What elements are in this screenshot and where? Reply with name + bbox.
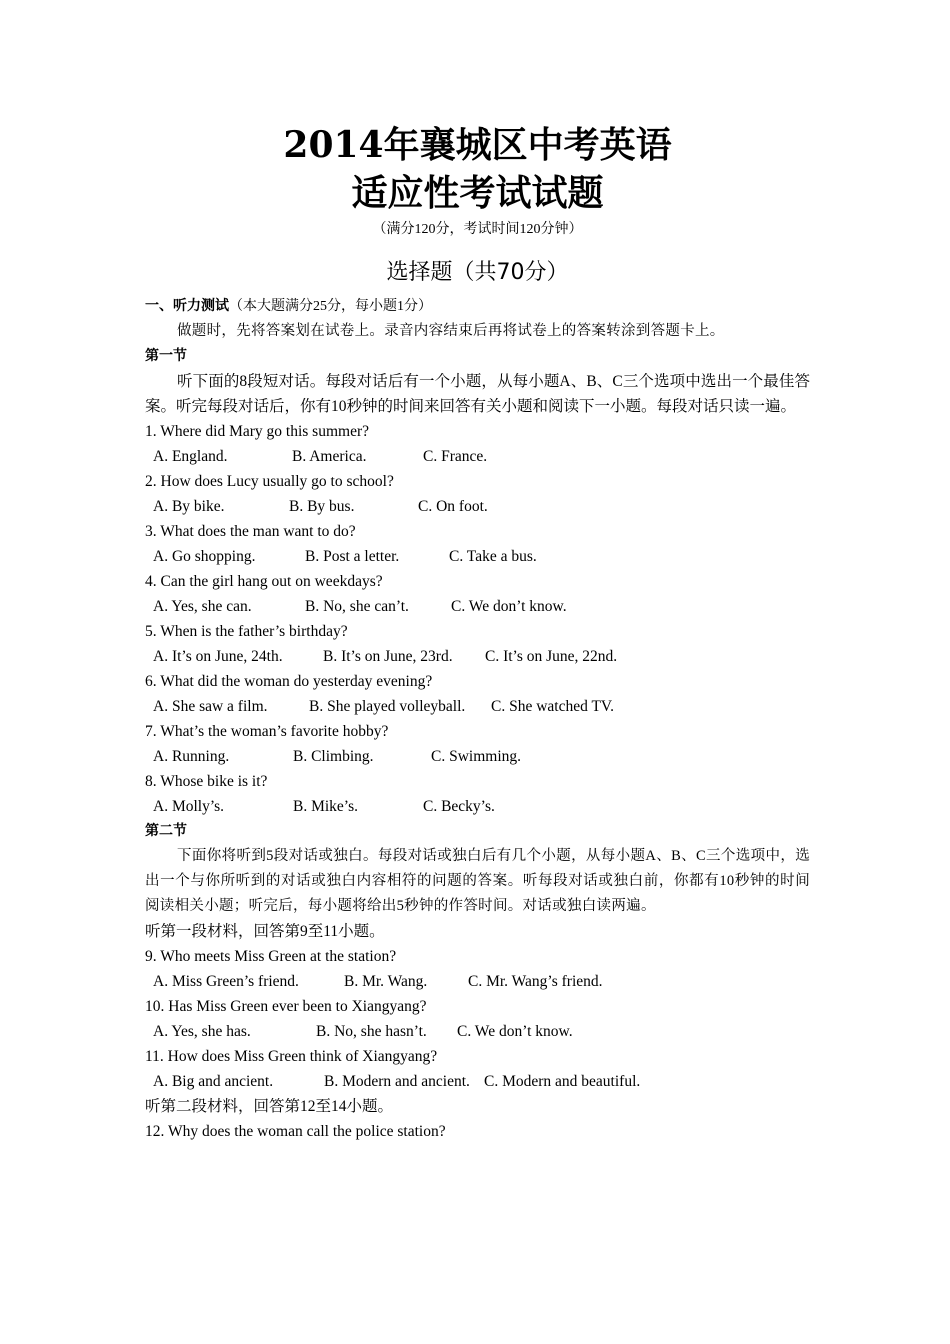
option-a: A. Go shopping. bbox=[153, 548, 256, 565]
question-text: 8. Whose bike is it? bbox=[145, 773, 268, 790]
question-options bbox=[145, 1019, 810, 1044]
question-options bbox=[145, 969, 810, 994]
exam-title-line2: 适应性考试试题 bbox=[351, 172, 604, 214]
option-c: C. Take a bus. bbox=[449, 548, 537, 565]
question-item bbox=[145, 669, 810, 719]
option-c: C. Swimming. bbox=[431, 748, 522, 765]
question-options bbox=[145, 744, 810, 769]
option-b: B. She played volleyball. bbox=[309, 698, 466, 715]
exam-page bbox=[145, 122, 810, 1144]
section1-label: 第一节 bbox=[145, 348, 187, 364]
question-item bbox=[145, 769, 810, 819]
option-b: B. Mr. Wang. bbox=[344, 973, 428, 990]
question-text: 6. What did the woman do yesterday evening? bbox=[145, 673, 433, 690]
section2-instruction: 下面你将听到5段对话或独白。每段对话或独白后有几个小题，从每小题A、B、C三个选项中，选出一个与你所听到的对话或独白内容相符的问题的答案。听每段对话或独白前，你都有10秒钟的时间阅读相关小题；听完后，每小题将给出5秒钟的作答时间。对话或独白读两遍。 bbox=[145, 848, 810, 914]
material2-note: 听第二段材料，回答第12至14小题。 bbox=[145, 1098, 394, 1115]
option-c: C. Becky’s. bbox=[423, 798, 495, 815]
option-c: C. It’s on June, 22nd. bbox=[485, 648, 618, 665]
question-options bbox=[145, 1069, 810, 1094]
option-a: A. Big and ancient. bbox=[153, 1073, 274, 1090]
option-b: B. Post a letter. bbox=[305, 548, 400, 565]
section1-instruction: 听下面的8段短对话。每段对话后有一个小题，从每小题A、B、C三个选项中选出一个最佳答案。听完每段对话后，你有10秒钟的时间来回答有关小题和阅读下一小题。每段对话只读一遍。 bbox=[145, 373, 810, 415]
option-a: A. She saw a film. bbox=[153, 698, 268, 715]
question-item bbox=[145, 569, 810, 619]
option-c: C. France. bbox=[423, 448, 488, 465]
option-a: A. It’s on June, 24th. bbox=[153, 648, 283, 665]
option-b: B. Modern and ancient. bbox=[324, 1073, 470, 1090]
question-text: 2. How does Lucy usually go to school? bbox=[145, 473, 394, 490]
question-options bbox=[145, 594, 810, 619]
option-c: C. Mr. Wang’s friend. bbox=[468, 973, 603, 990]
question-text: 10. Has Miss Green ever been to Xiangyang? bbox=[145, 998, 427, 1015]
option-a: A. Yes, she has. bbox=[153, 1023, 251, 1040]
question-text: 11. How does Miss Green think of Xiangyang? bbox=[145, 1048, 438, 1065]
question-item bbox=[145, 994, 810, 1044]
option-b: B. No, she can’t. bbox=[305, 598, 409, 615]
option-a: A. Molly’s. bbox=[153, 798, 225, 815]
part1-heading bbox=[145, 294, 810, 319]
question-item bbox=[145, 1044, 810, 1094]
question-text: 5. When is the father’s birthday? bbox=[145, 623, 348, 640]
part1-heading-text: 一、听力测试 bbox=[145, 298, 229, 314]
option-b: B. Climbing. bbox=[293, 748, 374, 765]
question-options bbox=[145, 544, 810, 569]
part1-note: （本大题满分25分，每小题1分） bbox=[229, 299, 432, 314]
question-item bbox=[145, 619, 810, 669]
question-options bbox=[145, 444, 810, 469]
option-a: A. By bike. bbox=[153, 498, 225, 515]
option-b: B. No, she hasn’t. bbox=[316, 1023, 427, 1040]
question-text: 1. Where did Mary go this summer? bbox=[145, 423, 369, 440]
option-c: C. We don’t know. bbox=[457, 1023, 573, 1040]
option-c: C. Modern and beautiful. bbox=[484, 1073, 641, 1090]
question-list-b bbox=[145, 944, 810, 1094]
question-item bbox=[145, 469, 810, 519]
option-c: C. We don’t know. bbox=[451, 598, 567, 615]
question-list-a bbox=[145, 419, 810, 819]
option-a: A. Miss Green’s friend. bbox=[153, 973, 299, 990]
question-item bbox=[145, 519, 810, 569]
option-c: C. She watched TV. bbox=[491, 698, 614, 715]
question-text: 9. Who meets Miss Green at the station? bbox=[145, 948, 397, 965]
option-a: A. Yes, she can. bbox=[153, 598, 252, 615]
question-text: 12. Why does the woman call the police station? bbox=[145, 1123, 446, 1140]
section-title: 选择题（共70分） bbox=[386, 260, 569, 285]
question-text: 4. Can the girl hang out on weekdays? bbox=[145, 573, 383, 590]
option-b: B. By bus. bbox=[289, 498, 355, 515]
material1-note: 听第一段材料，回答第9至11小题。 bbox=[145, 923, 385, 940]
question-options bbox=[145, 794, 810, 819]
section2-label: 第二节 bbox=[145, 823, 187, 839]
question-options bbox=[145, 494, 810, 519]
option-b: B. Mike’s. bbox=[293, 798, 359, 815]
question-options bbox=[145, 694, 810, 719]
option-b: B. America. bbox=[292, 448, 367, 465]
question-text: 3. What does the man want to do? bbox=[145, 523, 356, 540]
option-c: C. On foot. bbox=[418, 498, 488, 515]
question-item bbox=[145, 944, 810, 994]
part1-instruction: 做题时，先将答案划在试卷上。录音内容结束后再将试卷上的答案转涂到答题卡上。 bbox=[177, 323, 725, 339]
exam-title-line1: 2014年襄城区中考英语 bbox=[283, 124, 672, 166]
option-a: A. England. bbox=[153, 448, 228, 465]
option-b: B. It’s on June, 23rd. bbox=[323, 648, 453, 665]
exam-subtitle: （满分120分，考试时间120分钟） bbox=[372, 222, 583, 237]
option-a: A. Running. bbox=[153, 748, 230, 765]
question-options bbox=[145, 644, 810, 669]
question-text: 7. What’s the woman’s favorite hobby? bbox=[145, 723, 389, 740]
question-item bbox=[145, 419, 810, 469]
question-item bbox=[145, 719, 810, 769]
